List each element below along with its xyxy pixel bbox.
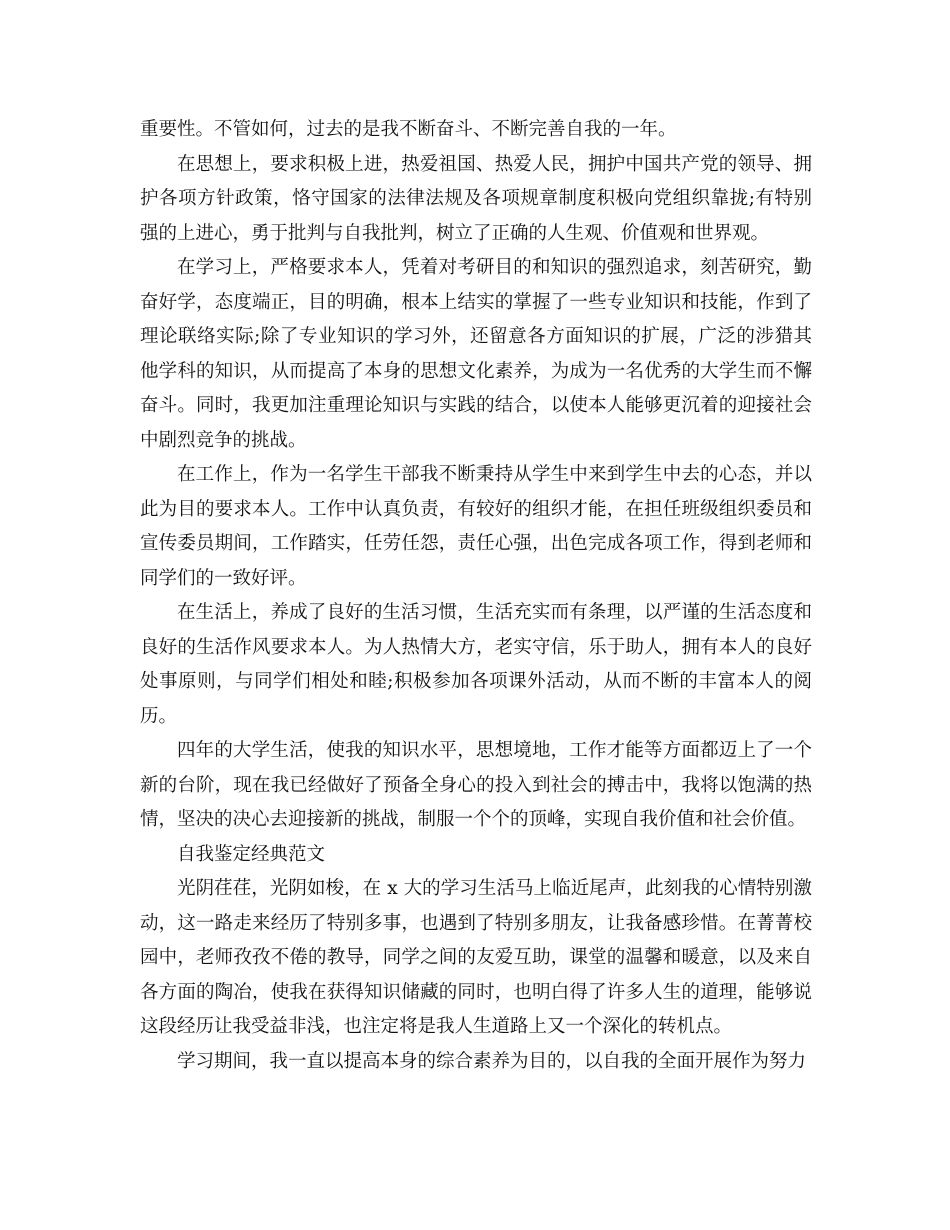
paragraph-work: 在工作上，作为一名学生干部我不断秉持从学生中来到学生中去的心态，并以此为目的要求本人。工作中认真负责，有较好的组织才能，在担任班级组织委员和宣传委员期间，工作踏实，任劳任怨，责任心强，出色完成各项工作，得到老师和同学们的一致好评。 [140,464,812,589]
section-heading: 自我鉴定经典范文 [177,843,326,865]
paragraph-ideology: 在思想上，要求积极上进，热爱祖国、热爱人民，拥护中国共产党的领导、拥护各项方针政策，恪守国家的法律法规及各项规章制度积极向党组织靠拢;有特别强的上进心，勇于批判与自我批判，树立了正确的人生观、价值观和世界观。 [140,153,812,244]
document-body [140,113,812,1079]
paragraph-study: 在学习上，严格要求本人，凭着对考研目的和知识的强烈追求，刻苦研究，勤奋好学，态度端正，目的明确，根本上结实的掌握了一些专业知识和技能，作到了理论联络实际;除了专业知识的学习外，还留意各方面知识的扩展，广泛的涉猎其他学科的知识，从而提高了本身的思想文化素养，为成为一名优秀的大学生而不懈奋斗。同时，我更加注重理论知识与实践的结合，以使本人能够更沉着的迎接社会中剧烈竞争的挑战。 [140,257,812,451]
paragraph-summary: 四年的大学生活，使我的知识水平，思想境地，工作才能等方面都迈上了一个新的台阶，现在我已经做好了预备全身心的投入到社会的搏击中，我将以饱满的热情，坚决的决心去迎接新的挑战，制服一个个的顶峰，实现自我价值和社会价值。 [140,740,812,830]
paragraph-continuation: 重要性。不管如何，过去的是我不断奋斗、不断完善自我的一年。 [140,119,677,140]
paragraph-life: 在生活上，养成了良好的生活习惯，生活充实而有条理，以严谨的生活态度和良好的生活作风要求本人。为人热情大方，老实守信，乐于助人，拥有本人的良好处事原则，与同学们相处和睦;积极参加各项课外活动，从而不断的丰富本人的阅历。 [140,602,812,727]
paragraph-study-period: 学习期间，我一直以提高本身的综合素养为目的，以自我的全面开展作为努力 [177,1050,807,1072]
paragraph-intro: 光阴荏荏，光阴如梭，在 x 大的学习生活马上临近尾声，此刻我的心情特别激动，这一路走来经历了特别多事，也遇到了特别多朋友，让我备感珍惜。在菁菁校园中，老师孜孜不倦的教导，同学之间的友爱互助，课堂的温馨和暖意，以及来自各方面的陶冶，使我在获得知识储藏的同时，也明白得了许多人生的道理，能够说这段经历让我受益非浅，也注定将是我人生道路上又一个深化的转机点。 [140,878,812,1037]
